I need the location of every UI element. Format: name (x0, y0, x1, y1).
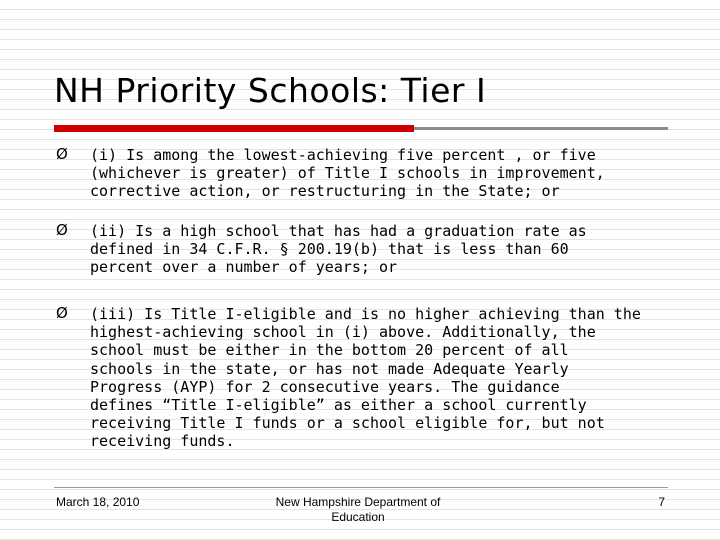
bullet-line: percent over a number of years; or (90, 258, 398, 277)
title-underline-red (54, 125, 414, 132)
bullet-line: receiving funds. (90, 432, 235, 451)
bullet-line: corrective action, or restructuring in the State; or (90, 182, 560, 201)
bullet-line: Progress (AYP) for 2 consecutive years. The guidance (90, 377, 560, 396)
bullet-line: defined in 34 C.F.R. § 200.19(b) that is less than 60 (90, 240, 569, 259)
bullet-line: (whichever is greater) of Title I schools in improvement, (90, 164, 605, 183)
slide-title: NH Priority Schools: Tier I (54, 71, 487, 110)
bullet-line: schools in the state, or has not made Adequate Yearly (90, 359, 569, 378)
arrow-bullet-icon: Ø (56, 304, 68, 322)
bullet-line: school must be either in the bottom 20 percent of all (90, 341, 569, 360)
footer-organization-line: New Hampshire Department of (275, 495, 441, 509)
bullet-line: (ii) Is a high school that has had a graduation rate as (90, 222, 587, 240)
footer-organization (258, 495, 458, 525)
bullet-line: (iii) Is Title I-eligible and is no higher achieving than the (90, 305, 641, 323)
arrow-bullet-icon: Ø (56, 221, 68, 239)
bullet-item-3 (90, 305, 665, 451)
bullet-line: (i) Is among the lowest-achieving five percent , or five (90, 146, 596, 164)
footer-date: March 18, 2010 (56, 495, 140, 509)
bullet-line: highest-achieving school in (i) above. Additionally, the (90, 323, 596, 342)
footer-organization-line: Education (331, 510, 385, 524)
footer-page-number: 7 (658, 495, 665, 509)
bullet-item-1 (90, 146, 665, 201)
bullet-item-2 (90, 222, 665, 277)
footer-divider (54, 487, 668, 488)
bullet-line: receiving Title I funds or a school eligible for, but not (90, 414, 605, 433)
bullet-line: defines “Title I-eligible” as either a school currently (90, 396, 587, 415)
title-underline-gray (414, 127, 668, 130)
arrow-bullet-icon: Ø (56, 145, 68, 163)
